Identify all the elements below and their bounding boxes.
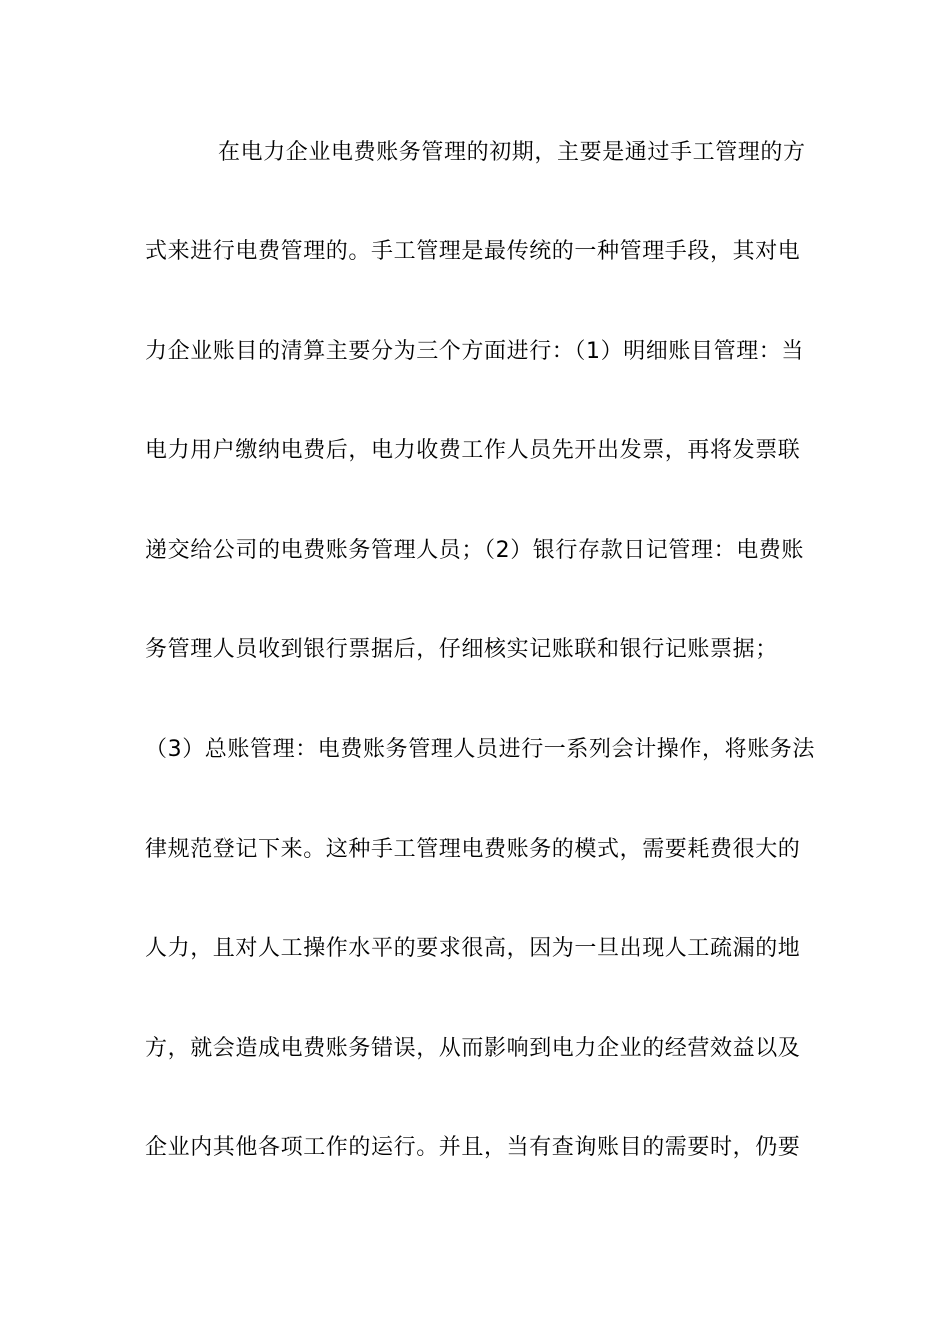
paragraph-line-9: 人力，且对人工操作水平的要求很高，因为一旦出现人工疏漏的地 bbox=[145, 936, 801, 961]
paragraph-line-6: 务管理人员收到银行票据后，仔细核实记账联和银行记账票据； bbox=[145, 637, 778, 662]
paragraph-line-11: 企业内其他各项工作的运行。并且，当有查询账目的需要时，仍要 bbox=[145, 1135, 801, 1160]
paragraph-line-1: 在电力企业电费账务管理的初期，主要是通过手工管理的方 bbox=[218, 140, 806, 165]
paragraph-line-7: （3）总账管理：电费账务管理人员进行一系列会计操作，将账务法 bbox=[145, 737, 815, 762]
paragraph-line-5: 递交给公司的电费账务管理人员；（2）银行存款日记管理：电费账 bbox=[145, 538, 804, 563]
paragraph-line-4: 电力用户缴纳电费后，电力收费工作人员先开出发票，再将发票联 bbox=[145, 438, 801, 463]
paragraph-line-3: 力企业账目的清算主要分为三个方面进行：（1）明细账目管理：当 bbox=[145, 339, 804, 364]
paragraph-line-8: 律规范登记下来。这种手工管理电费账务的模式，需要耗费很大的 bbox=[145, 837, 801, 862]
paragraph-line-10: 方，就会造成电费账务错误，从而影响到电力企业的经营效益以及 bbox=[145, 1036, 801, 1061]
paragraph-line-2: 式来进行电费管理的。手工管理是最传统的一种管理手段，其对电 bbox=[145, 239, 801, 264]
